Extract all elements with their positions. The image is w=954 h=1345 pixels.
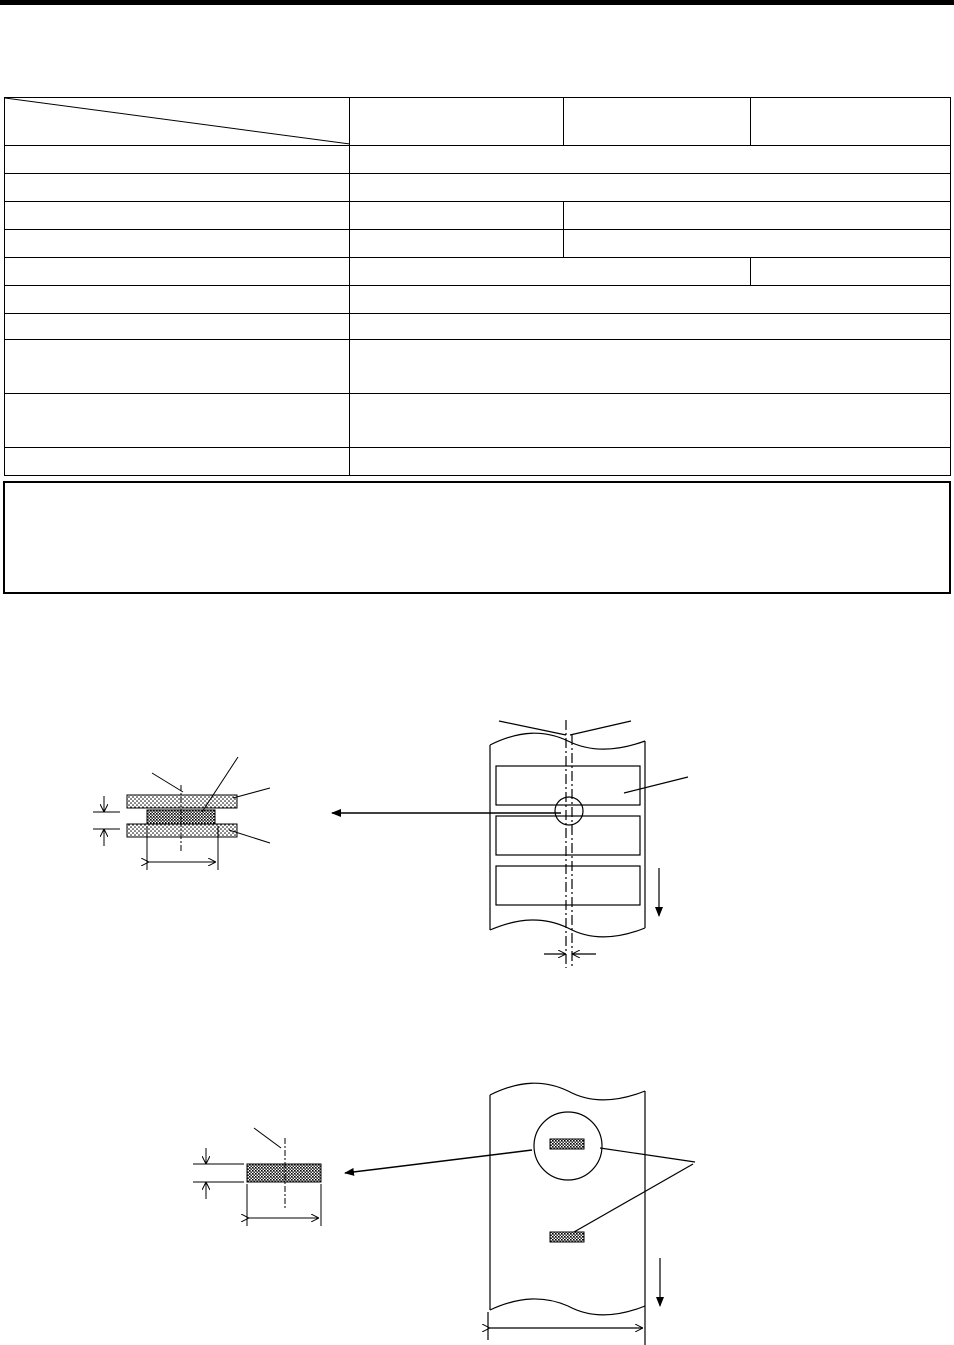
black-mark-icon [550, 1139, 584, 1149]
paper-top-edge [490, 1083, 645, 1100]
magnifier-circle-icon [555, 797, 583, 825]
leader-line [152, 773, 183, 792]
paper-bottom-edge [490, 1299, 645, 1315]
label-edge-lower [127, 824, 237, 837]
label-stock-figure [332, 720, 688, 968]
leader-line [233, 788, 270, 798]
tag-stock-figure [345, 1083, 695, 1345]
paper-top-edge [490, 733, 645, 749]
leader-line [254, 1128, 281, 1148]
black-mark-icon [550, 1232, 584, 1242]
leader-line [624, 777, 688, 793]
label-edge-upper [127, 795, 237, 808]
leader-line [570, 721, 631, 735]
label-icon [496, 816, 640, 855]
gap-detail [93, 757, 270, 870]
leader-line [600, 1148, 695, 1162]
paper-bottom-edge [490, 920, 645, 937]
black-mark-detail [193, 1128, 321, 1226]
label-icon [496, 766, 640, 805]
leader-line [574, 1164, 693, 1232]
detail-arrow-icon [345, 1150, 532, 1173]
black-mark-icon [247, 1164, 321, 1182]
label-icon [496, 866, 640, 905]
